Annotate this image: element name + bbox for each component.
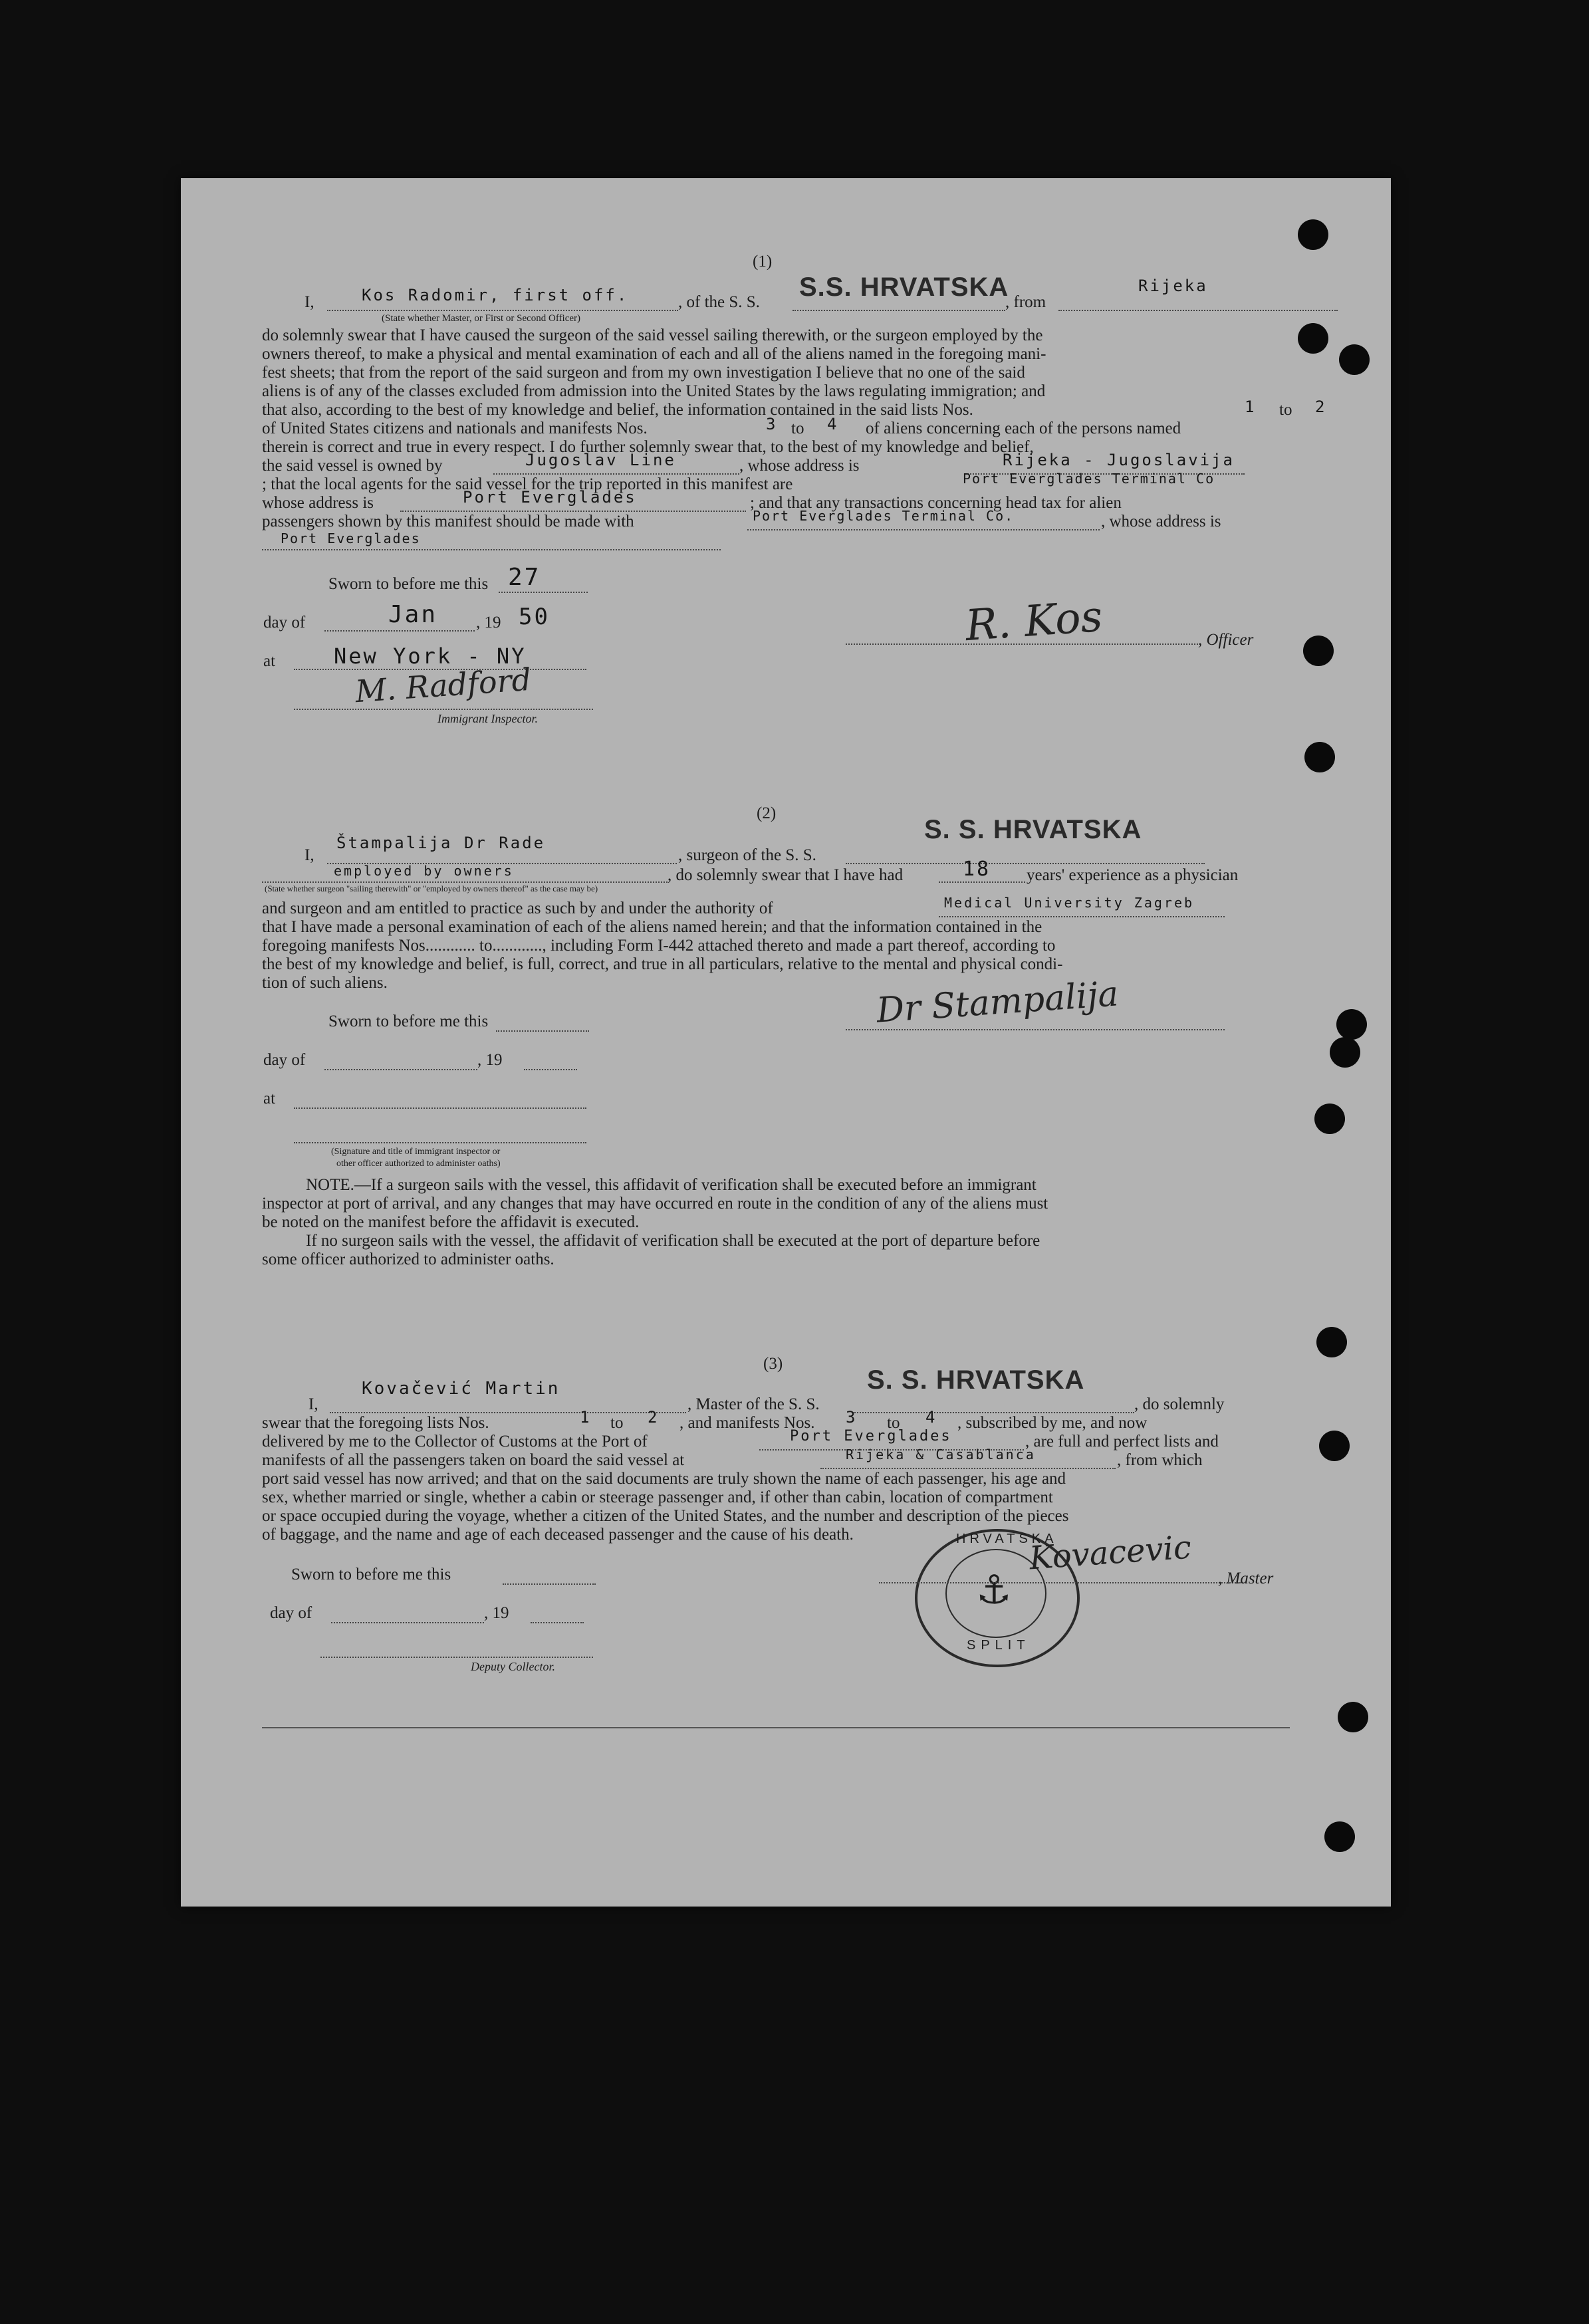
text-line: manifests of all the passengers taken on board the said vessel at	[262, 1451, 685, 1469]
text-line: , whose address is	[1101, 513, 1221, 530]
text-line: to	[610, 1414, 624, 1432]
punch-hole	[1339, 344, 1370, 375]
punch-hole	[1304, 742, 1335, 772]
field-line	[331, 1622, 484, 1623]
manifests-from: 3	[766, 415, 778, 433]
seal-top-text: HRVATSKA	[956, 1532, 1058, 1546]
anchor-icon: ⚓	[976, 1567, 1012, 1613]
sworn-label: Sworn to before me this	[328, 1012, 489, 1030]
sworn-label: Sworn to before me this	[328, 575, 489, 593]
text-line: , from which	[1117, 1451, 1203, 1469]
body-line: of baggage, and the name and age of each deceased passenger and the cause of his death.	[262, 1526, 854, 1544]
surgeon-employment: employed by owners	[334, 863, 514, 879]
sworn-place: New York - NY	[334, 643, 527, 669]
field-line	[262, 549, 721, 550]
text-line: , do solemnly swear that I have had	[668, 866, 904, 884]
signature-line	[320, 1657, 593, 1658]
surgeon-signature: Dr Stampalija	[875, 974, 1120, 1031]
embarkation-ports: Rijeka & Casablanca	[846, 1447, 1036, 1462]
punch-hole	[1298, 323, 1328, 354]
field-line	[327, 310, 678, 311]
body-line: of United States citizens and nationals and manifests Nos.	[262, 419, 648, 437]
manifest-page	[181, 178, 1391, 1907]
departure-port: Rijeka	[1138, 277, 1208, 295]
day-label: day of	[263, 1051, 306, 1069]
sworn-year: 50	[519, 604, 550, 630]
surgeon-name: Štampalija Dr Rade	[336, 834, 546, 852]
note-line: inspector at port of arrival, and any changes that may have occurred en route in the condition of any of the aliens must	[262, 1195, 1048, 1213]
footer-rule	[262, 1727, 1290, 1728]
field-line	[324, 630, 475, 632]
text-line: , are full and perfect lists and	[1025, 1433, 1219, 1451]
field-hint: (State whether surgeon "sailing therewith" or "employed by owners thereof" as the case may be)	[265, 883, 598, 893]
text-line: , Master of the S. S.	[687, 1395, 820, 1413]
body-line: fest sheets; that from the report of the said surgeon and from my own investigation I believe that no one of the said	[262, 364, 1025, 382]
field-line	[939, 881, 1025, 883]
sworn-month: Jan	[388, 601, 438, 628]
signature-hint: (Signature and title of immigrant inspector or	[331, 1147, 501, 1157]
text-line: I,	[305, 846, 314, 864]
lists-from: 1	[1245, 398, 1257, 416]
body-line: port said vessel has now arrived; and that on the said documents are truly shown the name of each passenger, his age and	[262, 1470, 1066, 1488]
master-label: , Master	[1218, 1569, 1274, 1587]
day-label: day of	[263, 614, 306, 632]
vessel-owner: Jugoslav Line	[525, 451, 676, 469]
master-name: Kovačević Martin	[362, 1379, 560, 1399]
section-number: (3)	[763, 1355, 783, 1373]
text-line: I,	[305, 293, 314, 311]
text-line: , and manifests Nos.	[679, 1414, 815, 1432]
signature-line	[294, 1142, 586, 1143]
text-line: of aliens concerning each of the persons named	[866, 419, 1181, 437]
tax-agent: Port Everglades Terminal Co.	[753, 508, 1015, 524]
signature-line	[879, 1582, 1241, 1583]
body-line: owners thereof, to make a physical and mental examination of each and all of the aliens named in the foregoing mani-	[262, 345, 1046, 363]
officer-signature: R. Kos	[963, 592, 1104, 651]
at-label: at	[263, 652, 276, 670]
signature-line	[846, 643, 1198, 645]
body-line: the said vessel is owned by	[262, 457, 443, 475]
agents-address: Port Everglades	[463, 488, 637, 507]
punch-hole	[1319, 1431, 1350, 1461]
body-line: sex, whether married or single, whether a cabin or steerage passenger and, if other than cabin, location of compartment	[262, 1488, 1053, 1506]
year-prefix: , 19	[477, 1051, 503, 1069]
field-line	[1058, 310, 1338, 311]
officer-name: Kos Radomir, first off.	[362, 286, 629, 304]
punch-hole	[1298, 219, 1328, 250]
body-line: passengers shown by this manifest should be made with	[262, 513, 634, 530]
lists-from: 1	[580, 1408, 592, 1427]
inspector-signature: M. Radford	[354, 661, 533, 710]
note-line: be noted on the manifest before the affidavit is executed.	[262, 1213, 640, 1231]
officer-label: , Officer	[1198, 631, 1254, 649]
body-line: that I have made a personal examination of each of the aliens named herein; and that the information contained in the	[262, 918, 1042, 936]
body-line: therein is correct and true in every respect. I do further solemnly swear that, to the best of my knowledge and belief,	[262, 438, 1034, 456]
text-line: to	[791, 419, 804, 437]
collector-label: Deputy Collector.	[471, 1660, 555, 1673]
body-line: the best of my knowledge and belief, is full, correct, and true in all particulars, relative to the mental and physical condi-	[262, 955, 1063, 973]
signature-line	[294, 709, 593, 710]
signature-line	[846, 1029, 1225, 1030]
ship-name-stamp: S. S. HRVATSKA	[867, 1365, 1085, 1395]
punch-hole	[1316, 1327, 1347, 1357]
body-line: do solemnly swear that I have caused the surgeon of the said vessel sailing therewith, or the surgeon employed by the	[262, 326, 1043, 344]
punch-hole	[1336, 1009, 1367, 1040]
body-line: aliens is of any of the classes excluded from admission into the United States by the laws regulating immigration; and	[262, 382, 1046, 400]
inspector-label: Immigrant Inspector.	[437, 712, 538, 725]
lists-to: 2	[1315, 398, 1327, 416]
manifests-to: 4	[925, 1408, 937, 1427]
year-prefix: , 19	[476, 614, 501, 632]
field-line	[496, 1030, 589, 1032]
arrival-port: Port Everglades	[790, 1428, 952, 1445]
text-line: to	[887, 1414, 900, 1432]
owner-address: Rijeka - Jugoslavija	[1003, 451, 1235, 469]
sworn-day: 27	[508, 564, 541, 591]
text-line: to	[1279, 401, 1292, 419]
field-line	[793, 310, 1005, 311]
ship-name-stamp: S.S. HRVATSKA	[799, 273, 1009, 302]
year-prefix: , 19	[484, 1604, 509, 1622]
field-line	[324, 1069, 477, 1070]
years-experience: 18	[963, 858, 991, 881]
field-line	[524, 1069, 577, 1070]
ship-name-stamp: S. S. HRVATSKA	[924, 815, 1142, 844]
tax-address: Port Everglades	[281, 530, 421, 546]
text-line: , whose address is	[739, 457, 860, 475]
day-label: day of	[270, 1604, 312, 1622]
at-label: at	[263, 1090, 276, 1107]
licensing-authority: Medical University Zagreb	[944, 895, 1195, 911]
sworn-label: Sworn to before me this	[291, 1566, 451, 1583]
note-line: If no surgeon sails with the vessel, the affidavit of verification shall be executed at the port of departure before	[306, 1232, 1040, 1250]
field-line	[503, 1583, 596, 1585]
text-line: , do solemnly	[1134, 1395, 1225, 1413]
section-number: (2)	[757, 804, 777, 822]
body-line: ; that the local agents for the said vessel for the trip reported in this manifest are	[262, 475, 793, 493]
text-line: years' experience as a physician	[1027, 866, 1239, 884]
note-line: NOTE.—If a surgeon sails with the vessel, this affidavit of verification shall be executed before an immigrant	[306, 1176, 1037, 1194]
signature-hint: other officer authorized to administer oaths)	[336, 1159, 501, 1169]
punch-hole	[1303, 636, 1334, 666]
field-line	[294, 1107, 586, 1109]
local-agents: Port Everglades Terminal Co	[963, 471, 1215, 487]
section-number: (1)	[753, 253, 773, 271]
text-line: , surgeon of the S. S.	[678, 846, 816, 864]
punch-hole	[1338, 1702, 1368, 1732]
body-line: or space occupied during the voyage, whether a citizen of the United States, and the number and description of the pieces	[262, 1507, 1069, 1525]
text-line: , subscribed by me, and now	[957, 1414, 1148, 1432]
text-line: , from	[1005, 293, 1046, 311]
punch-hole	[1324, 1821, 1355, 1852]
text-line: ; and that any transactions concerning head tax for alien	[750, 494, 1122, 512]
field-line	[531, 1622, 584, 1623]
body-line: and surgeon and am entitled to practice as such by and under the authority of	[262, 899, 773, 917]
lists-to: 2	[648, 1408, 660, 1427]
field-line	[499, 592, 588, 593]
punch-hole	[1314, 1104, 1345, 1134]
punch-hole	[1330, 1037, 1360, 1068]
manifests-to: 4	[827, 415, 839, 433]
master-signature: Kovacevic	[1028, 1528, 1193, 1577]
text-line: delivered by me to the Collector of Customs at the Port of	[262, 1433, 648, 1451]
note-line: some officer authorized to administer oaths.	[262, 1250, 554, 1268]
field-hint: (State whether Master, or First or Second Officer)	[382, 313, 581, 324]
seal-bottom-text: SPLIT	[967, 1638, 1031, 1653]
body-line: tion of such aliens.	[262, 974, 388, 992]
text-line: , of the S. S.	[678, 293, 760, 311]
field-line	[747, 529, 1100, 530]
text-line: swear that the foregoing lists Nos.	[262, 1414, 489, 1432]
text-line: I,	[308, 1395, 318, 1413]
field-line	[846, 863, 1205, 864]
body-line: that also, according to the best of my knowledge and belief, the information contained in the said lists Nos.	[262, 401, 973, 419]
body-line: whose address is	[262, 494, 374, 512]
manifests-from: 3	[846, 1408, 858, 1427]
body-line: foregoing manifests Nos............ to............, including Form I-442 attached thereto and made a part thereof, according to	[262, 937, 1056, 955]
